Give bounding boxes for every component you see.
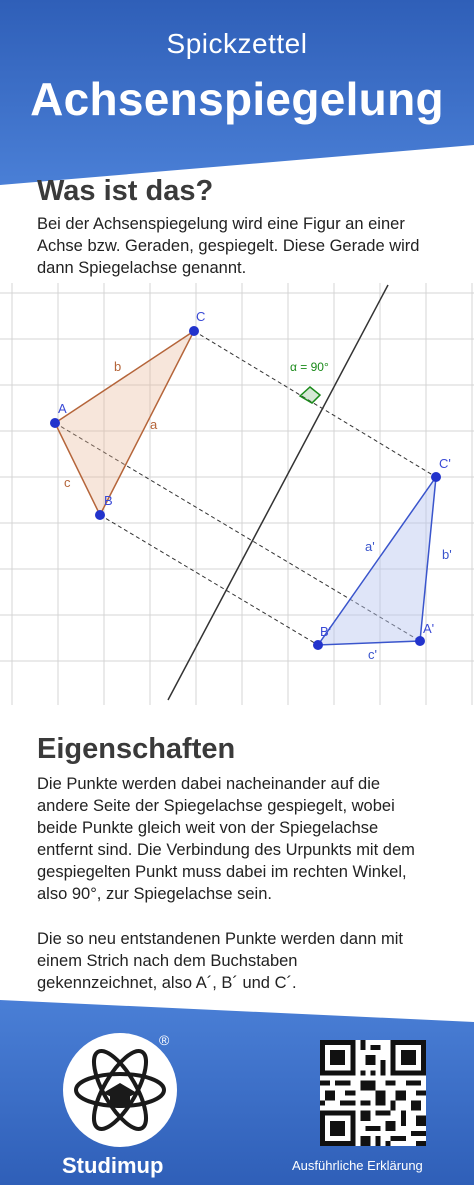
right-angle-marker [300, 387, 320, 403]
point-c [189, 326, 199, 336]
label-c: C [196, 309, 206, 324]
text-line: Die so neu entstandenen Punkte werden dann mit [37, 930, 403, 948]
point-c-prime [431, 472, 441, 482]
page-title: Achsenspiegelung [30, 73, 444, 125]
label-b-prime: B' [320, 624, 332, 639]
label-a-prime: A' [423, 621, 435, 636]
text-line: Achse bzw. Geraden, gespiegelt. Diese Gerade wird [37, 237, 420, 255]
qr-code-icon [320, 1040, 426, 1146]
text-line: andere Seite der Spiegelachse gespiegelt, wobei [37, 797, 395, 815]
text-line: gekennzeichnet, also A´, B´ und C´. [37, 974, 297, 992]
text-line: entfernt sind. Die Verbindung des Urpunkts mit dem [37, 841, 415, 859]
original-triangle [55, 331, 194, 515]
qr-code[interactable] [320, 1040, 426, 1146]
text-line: also 90°, zur Spiegelachse sein. [37, 885, 272, 903]
registered-mark: ® [159, 1032, 170, 1048]
text-line: dann Spiegelachse genannt. [37, 259, 247, 277]
section-text-properties [37, 773, 457, 905]
mirrored-triangle [318, 477, 436, 645]
section-text-notation [37, 928, 457, 994]
text-line: Bei der Achsenspiegelung wird eine Figur an einer [37, 215, 405, 233]
atom-icon [63, 1033, 177, 1147]
side-b: b [114, 359, 122, 374]
label-c-prime: C' [439, 456, 451, 471]
text-line: Die Punkte werden dabei nacheinander auf die [37, 775, 381, 793]
side-a: a [150, 417, 158, 432]
logo[interactable] [63, 1033, 177, 1147]
side-c-prime: c' [368, 647, 377, 662]
qr-caption[interactable]: Ausführliche Erklärung [292, 1158, 423, 1173]
label-a: A [58, 401, 67, 416]
header-subtitle: Spickzettel [166, 28, 308, 59]
point-a-prime [415, 636, 425, 646]
side-c: c [64, 475, 71, 490]
reflection-diagram [0, 283, 474, 705]
point-b [95, 510, 105, 520]
point-b-prime [313, 640, 323, 650]
header-banner [0, 0, 474, 185]
side-a-prime: a' [365, 539, 375, 554]
text-line: einem Strich nach dem Buchstaben [37, 952, 298, 970]
section-heading-what: Was ist das? [37, 175, 214, 207]
angle-label: α = 90° [290, 360, 329, 374]
text-line: beide Punkte gleich weit von der Spiegelachse [37, 819, 379, 837]
text-line: gespiegelten Punkt muss dabei im rechten Winkel, [37, 863, 407, 881]
section-heading-properties: Eigenschaften [37, 733, 236, 765]
point-a [50, 418, 60, 428]
brand-name[interactable]: Studimup [62, 1153, 164, 1178]
side-b-prime: b' [442, 547, 452, 562]
label-b: B [104, 493, 113, 508]
section-text-what [37, 213, 457, 279]
